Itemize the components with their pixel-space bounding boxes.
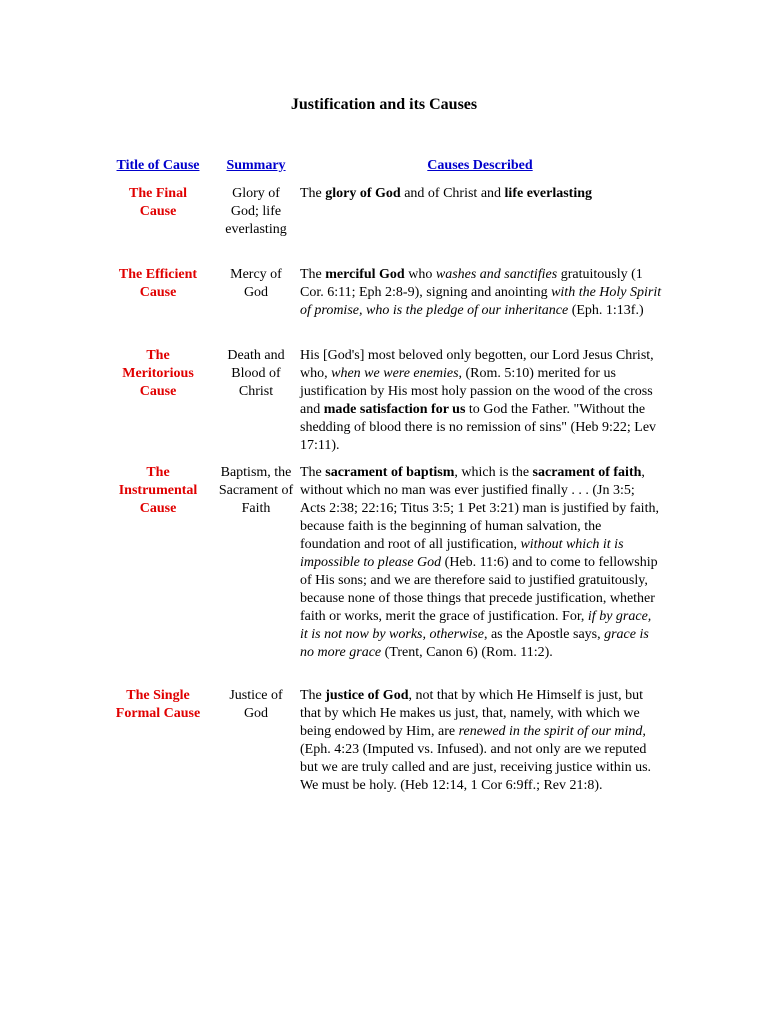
description-run: without which it is impossible to please God [300, 537, 624, 570]
cause-description [300, 347, 662, 455]
description-run: His [God's] most beloved only begotten, our Lord Jesus Christ, who, [300, 348, 654, 381]
description-run: glory of God [325, 186, 401, 201]
cause-title: The Efficient Cause [118, 267, 198, 300]
cause-title: The Final Cause [129, 186, 187, 219]
description-run: , which is the [454, 465, 533, 480]
cause-summary: Mercy of God [230, 267, 282, 300]
cause-summary: Baptism, the Sacrament of Faith [218, 465, 294, 516]
description-run: if by grace, it is not now by works, otherwise [300, 609, 652, 642]
description-run: washes and sanctifies [435, 267, 558, 282]
description-run: and of Christ and [400, 186, 505, 201]
header-causes-described[interactable]: Causes Described [427, 158, 533, 173]
cause-description [300, 687, 662, 795]
cause-summary: Justice of God [229, 688, 283, 721]
description-run: sacrament of baptism [325, 465, 455, 480]
description-run: life everlasting [504, 186, 593, 201]
cause-description [300, 185, 662, 203]
header-title-of-cause[interactable]: Title of Cause [116, 158, 200, 173]
description-run: , as the Apostle says, [483, 627, 605, 642]
description-run: , without which no man was ever justified finally . . . (Jn 3:5; Acts 2:38; 22:16; Titus 3:5; 1 Pet 3:21) man is justified by faith, because faith is the beginning of human salvation, the foundation and root of all justification, [300, 465, 659, 552]
description-run: (Eph. 4:23 (Imputed vs. Infused). and not only are we reputed but we are truly called and are just, receiving justice within us. We must be holy. (Heb 12:14, 1 Cor 6:9ff.; Rev 21:8). [300, 742, 652, 793]
header-summary[interactable]: Summary [226, 158, 286, 173]
description-run: renewed in the spirit of our mind, [458, 724, 646, 739]
description-run: to God the Father. "Without the shedding of blood there is no remission of sins" (Heb 9:22; Lev 17:11). [300, 402, 657, 453]
description-run: (Eph. 1:13f.) [568, 303, 644, 318]
description-run: when we were enemies [331, 366, 459, 381]
description-run: The [300, 688, 326, 703]
description-run: (Trent, Canon 6) (Rom. 11:2). [381, 645, 553, 660]
description-run: with the Holy Spirit of promise, who is the pledge of our inheritance [300, 285, 662, 318]
description-run: The [300, 186, 326, 201]
description-run: grace is no more grace [300, 627, 649, 660]
description-run: who [404, 267, 436, 282]
cause-title: The Single Formal Cause [115, 688, 201, 721]
description-run: The [300, 465, 326, 480]
cause-title: The Instrumental Cause [118, 465, 198, 516]
description-run: (Heb. 11:6) and to come to fellowship of His sons; and we are therefore said to justified gratuitously, because none of those things that precede justification, whether faith or works, merit the grace of justification. For, [300, 555, 658, 624]
description-run: justice of God [325, 688, 409, 703]
description-run: sacrament of faith [532, 465, 642, 480]
description-run: merciful God [325, 267, 405, 282]
description-run: The [300, 267, 326, 282]
description-run: , not that by which He Himself is just, but that by which He makes us just, that, namely, with which we being endowed by Him, are [300, 688, 643, 739]
cause-summary: Death and Blood of Christ [227, 348, 285, 399]
cause-description [300, 266, 662, 320]
description-run: made satisfaction for us [323, 402, 466, 417]
description-run: , (Rom. 5:10) merited for us justification by His most holy passion on the wood of the cross and [300, 366, 653, 417]
cause-title: The Meritorious Cause [122, 348, 194, 399]
cause-description [300, 464, 662, 662]
cause-summary: Glory of God; life everlasting [225, 186, 287, 237]
page-title: Justification and its Causes [290, 96, 478, 113]
description-run: gratuitously (1 Cor. 6:11; Eph 2:8-9), signing and anointing [300, 267, 643, 300]
